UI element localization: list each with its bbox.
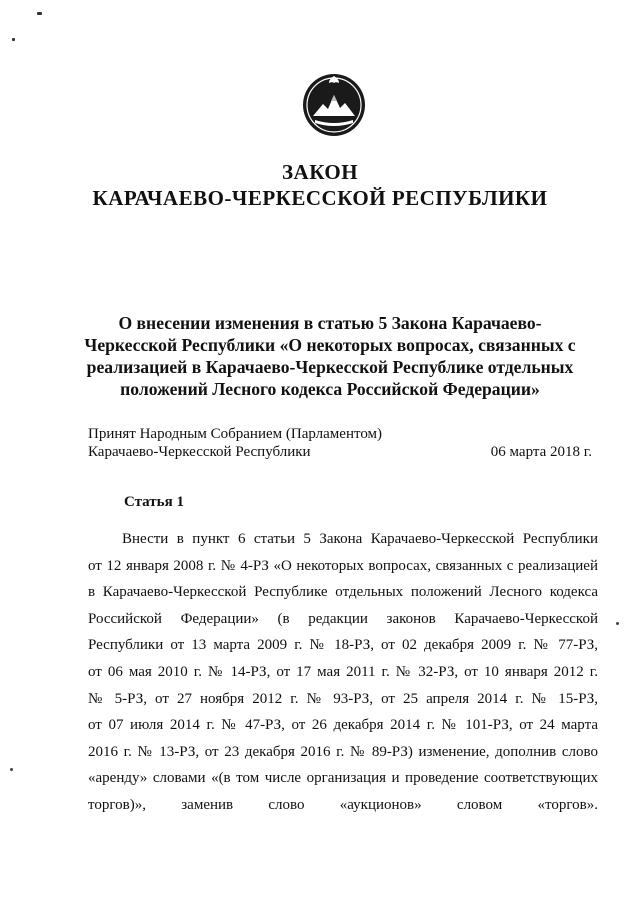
- scan-mark-right: [616, 622, 619, 625]
- subtitle-line: Черкесской Республики «О некоторых вопросах, связанных с: [84, 335, 576, 355]
- scan-mark-left-middle: [10, 768, 13, 771]
- article-body-line: Внести в пункт 6 статьи 5 Закона Карачаево-Черкесской Республики: [122, 531, 598, 547]
- adoption-line: Карачаево-Черкесской Республики: [88, 444, 311, 460]
- scan-mark-top-left: [37, 12, 42, 15]
- subtitle-line: положений Лесного кодекса Российской Федерации»: [120, 379, 540, 399]
- article-body-line: Российской Федерации» (в редакции законов Карачаево-Черкесской: [88, 610, 598, 627]
- article-body-line: от 06 мая 2010 г. № 14-РЗ, от 17 мая 2011 г. № 32-РЗ, от 10 января 2012 г.: [88, 663, 598, 680]
- law-title: ЗАКОН: [281, 160, 359, 184]
- article-body-line: Республики от 13 марта 2009 г. № 18-РЗ, от 02 декабря 2009 г. № 77-РЗ,: [88, 637, 598, 654]
- scan-mark-left: [12, 38, 15, 41]
- adoption-line: Принят Народным Собранием (Парламентом): [88, 426, 383, 442]
- article-heading: Статья 1: [124, 494, 184, 510]
- article-body-line: от 12 января 2008 г. № 4-РЗ «О некоторых вопросах, связанных с реализацией: [88, 557, 598, 574]
- article-body-line: 2016 г. № 13-РЗ, от 23 декабря 2016 г. № 89-РЗ) изменение, дополнив слово: [88, 743, 598, 760]
- article-body-line: в Карачаево-Черкесской Республике отдельных положений Лесного кодекса: [88, 584, 598, 601]
- law-subtitle: [60, 312, 600, 400]
- article-body-line: от 07 июля 2014 г. № 47-РЗ, от 26 декабря 2014 г. № 101-РЗ, от 24 марта: [88, 717, 598, 734]
- article-body-line: «аренду» словами «(в том числе организация и проведение соответствующих: [88, 770, 598, 787]
- adoption-date: 06 марта 2018 г.: [490, 444, 592, 460]
- article-body: [88, 526, 598, 819]
- coat-of-arms-icon: [301, 70, 367, 140]
- adoption-statement: [88, 425, 382, 461]
- subtitle-line: О внесении изменения в статью 5 Закона Карачаево-: [118, 313, 542, 333]
- article-body-line: № 5-РЗ, от 27 ноября 2012 г. № 93-РЗ, от 25 апреля 2014 г. № 15-РЗ,: [88, 690, 598, 707]
- law-title-republic: КАРАЧАЕВО-ЧЕРКЕССКОЙ РЕСПУБЛИКИ: [92, 186, 548, 210]
- subtitle-line: реализацией в Карачаево-Черкесской Республике отдельных: [86, 357, 574, 377]
- article-body-line: торгов)», заменив слово «аукционов» словом «торгов».: [88, 796, 598, 813]
